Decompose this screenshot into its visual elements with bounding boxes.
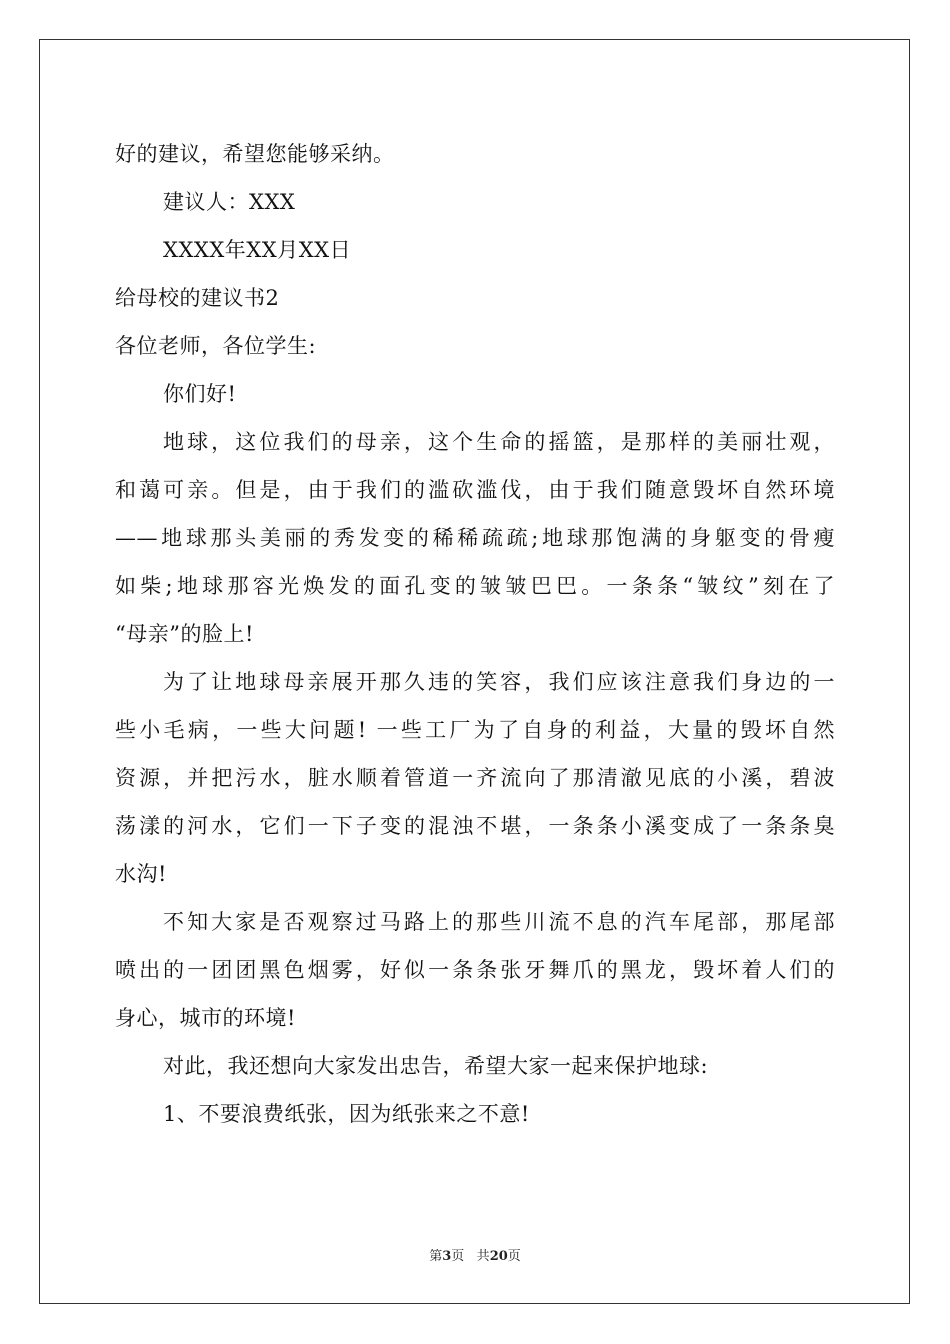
total-pages: 20 — [489, 1249, 508, 1264]
total-prefix: 共 — [476, 1249, 490, 1264]
text-line: 资源，并把污水，脏水顺着管道一齐流向了那清澈见底的小溪，碧波 — [115, 766, 835, 790]
page-suffix: 页 — [451, 1249, 465, 1264]
text-line: 1、不要浪费纸张，因为纸张来之不意! — [163, 1102, 530, 1126]
text-line: 你们好! — [163, 382, 237, 406]
text-line: 不知大家是否观察过马路上的那些川流不息的汽车尾部，那尾部 — [163, 910, 835, 934]
text-line: 水沟! — [115, 862, 167, 886]
text-line: 为了让地球母亲展开那久违的笑容，我们应该注意我们身边的一 — [163, 670, 835, 694]
text-line: 对此，我还想向大家发出忠告，希望大家一起来保护地球: — [163, 1054, 709, 1078]
page-number: 3 — [442, 1249, 452, 1264]
text-line: 给母校的建议书2 — [115, 286, 280, 310]
page-prefix: 第 — [429, 1249, 443, 1264]
text-line: 荡漾的河水，它们一下子变的混浊不堪，一条条小溪变成了一条条臭 — [115, 814, 835, 838]
total-suffix: 页 — [507, 1249, 521, 1264]
text-line: XXXX年XX月XX日 — [163, 238, 352, 262]
text-line: ——地球那头美丽的秀发变的稀稀疏疏;地球那饱满的身躯变的骨瘦 — [115, 526, 835, 550]
text-line: 些小毛病，一些大问题! 一些工厂为了自身的利益，大量的毁坏自然 — [115, 718, 835, 742]
text-line: 身心，城市的环境! — [115, 1006, 296, 1030]
text-line: 好的建议，希望您能够采纳。 — [115, 142, 395, 166]
text-line: “母亲”的脸上! — [115, 622, 254, 646]
text-line: 喷出的一团团黑色烟雾，好似一条条张牙舞爪的黑龙，毁坏着人们的 — [115, 958, 835, 982]
text-line: 如柴;地球那容光焕发的面孔变的皱皱巴巴。一条条“皱纹”刻在了 — [115, 574, 835, 598]
text-line: 建议人：XXX — [163, 190, 296, 214]
text-line: 地球，这位我们的母亲，这个生命的摇篮，是那样的美丽壮观， — [163, 430, 835, 454]
text-line: 和蔼可亲。但是，由于我们的滥砍滥伐，由于我们随意毁坏自然环境 — [115, 478, 835, 502]
text-line: 各位老师，各位学生: — [115, 334, 317, 358]
document-body — [115, 130, 835, 1138]
page-footer — [0, 1245, 950, 1264]
